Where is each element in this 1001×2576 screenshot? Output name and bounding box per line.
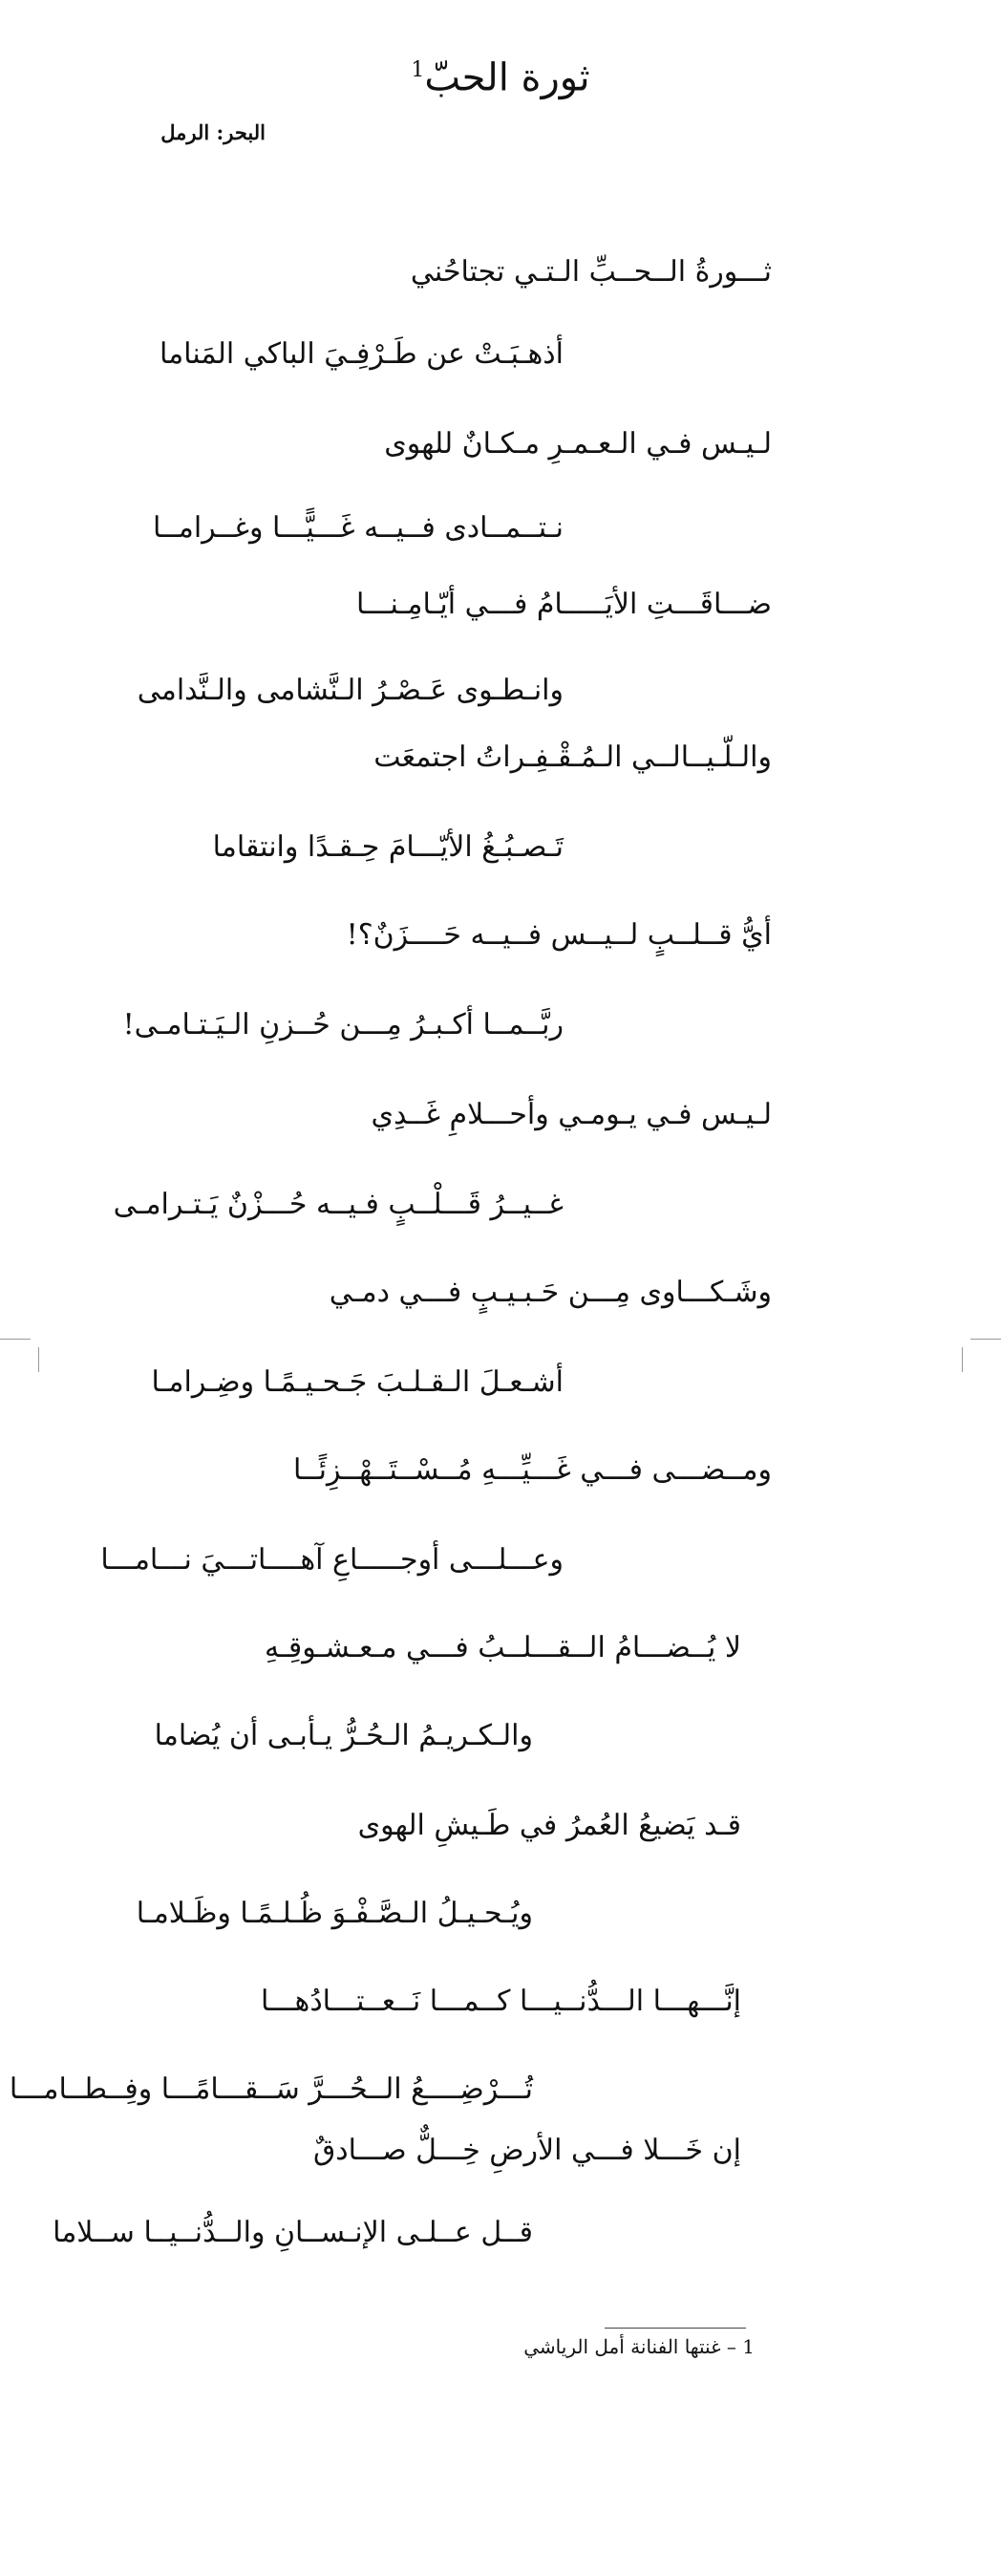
verse-line: أيُّ قــلــبٍ لــيــس فــيــه حَــــزَنٌ؟! — [346, 918, 772, 952]
verse-line: ضـــاقَـــتِ الأيَـــــامُ فـــي أيّـامِـنـــا — [356, 588, 772, 621]
verse-line: إنَّـــهـــا الـــدُّنــيـــا كــمـــا نَــعــتـــادُهـــا — [260, 1985, 741, 2018]
verse-line: وانـطـوى عَـصْـرُ الـنَّشامى والـنَّدامى — [137, 674, 564, 707]
poem-title-text: ثورة الحبّ — [424, 55, 590, 100]
verse-line: وشَـكـــاوى مِـــن حَـبـيـبٍ فـــي دمـي — [329, 1276, 772, 1309]
crop-mark-left-vertical — [38, 1347, 39, 1372]
verse-line: تُـــرْضِــــعُ الــحُـــرَّ سَــقـــامًـــا وفِــطــامـــا — [9, 2072, 533, 2106]
verse-line: والـلّـيــالــي الـمُـقْـفِـراتُ اجتمعَت — [373, 741, 772, 774]
crop-mark-right-vertical — [962, 1347, 963, 1372]
verse-line: نـتــمــادى فــيــه غَـــيًّـــا وغــرامــا — [153, 511, 564, 545]
crop-mark-left — [0, 1339, 31, 1340]
verse-line: ثـــورةُ الــحــبِّ الـتـي تجتاحُني — [410, 255, 772, 289]
poem-title — [0, 44, 1001, 104]
verse-line: قـد يَضيعُ العُمرُ في طَـيشِ الهوى — [357, 1809, 741, 1842]
verse-line: لـيـس فـي يـومـي وأحـــلامِ غَــدِي — [371, 1098, 772, 1131]
verse-line: أشـعـلَ الـقـلـبَ جَـحـيـمًـا وضِـرامـا — [151, 1365, 564, 1399]
verse-line: تَـصـبُـغُ الأيّـــامَ حِـقـدًا وانتقاما — [212, 830, 564, 864]
verse-line: وعـــلـــى أوجـــــاعِ آهــــاتـــيَ نـــامـــا — [100, 1543, 564, 1577]
footnote-separator — [605, 2328, 746, 2329]
verse-line: لا يُــضـــامُ الــقـــلــبُ فـــي مـعـشـوقِـهِ — [265, 1631, 741, 1664]
verse-line: أذهـبَـتْ عن طَـرْفِـيَ الباكي المَناما — [159, 337, 564, 371]
verse-line: لـيـس فـي الـعـمـرِ مـكـانٌ للهوى — [384, 427, 772, 461]
verse-line: غــيــرُ قَـــلْــبٍ فـيــه حُـــزْنٌ يَـتـرامـى — [113, 1188, 564, 1221]
verse-line: قــل عــلـى الإنـســانِ والــدُّنــيــا ســلاما — [53, 2216, 533, 2249]
crop-mark-right — [970, 1339, 1001, 1340]
verse-line: إن خَـــلا فـــي الأرضِ خِـــلٌّ صـــادقٌ — [312, 2134, 741, 2167]
footnote-marker: 1 — [411, 58, 425, 82]
verse-line: ربَّــمــا أكـبـرُ مِـــن حُــزنِ الـيَـتـامـى! — [122, 1008, 564, 1041]
footnote: 1 – غنتها الفنانة أمل الرياشي — [523, 2335, 755, 2358]
verse-line: والـكـريـمُ الـحُـرُّ يـأبـى أن يُضاما — [154, 1719, 533, 1752]
verse-line: ويُـحـيـلُ الـصَّـفْـوَ ظُـلـمًـا وظَـلامـا — [136, 1897, 533, 1930]
poem-meter: البحر: الرمل — [160, 120, 266, 144]
verse-line: ومــضـــى فـــي غَـــيِّـــهِ مُــسْــتَــهْــزِئًــا — [292, 1453, 772, 1487]
